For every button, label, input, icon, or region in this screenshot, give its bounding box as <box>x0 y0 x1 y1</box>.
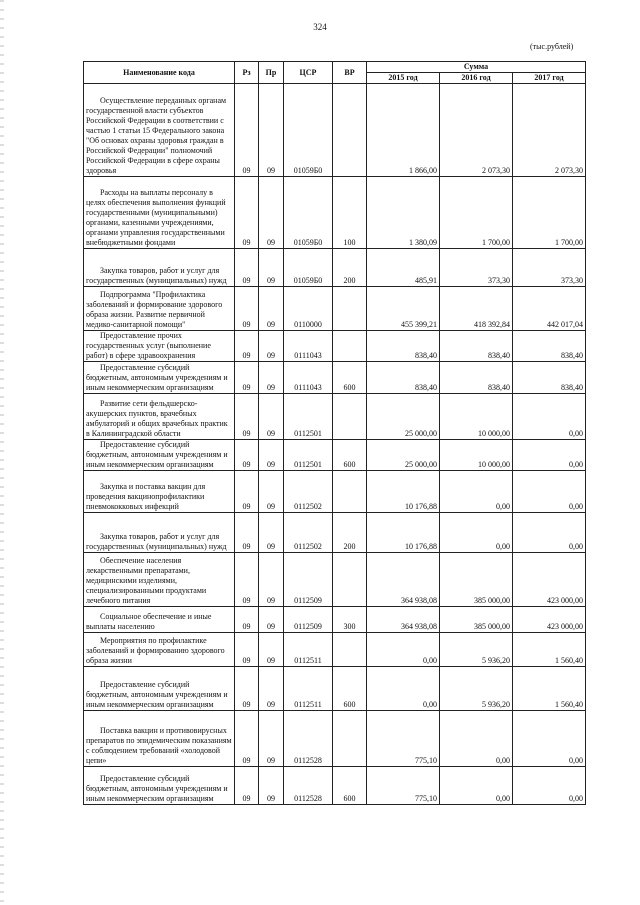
row-name: Закупка товаров, работ и услуг для государственных (муниципальных) нужд <box>84 513 235 553</box>
row-2017: 423 000,00 <box>513 553 586 607</box>
table-row <box>84 553 586 607</box>
row-2017: 1 700,00 <box>513 177 586 249</box>
row-rz: 09 <box>235 607 259 633</box>
row-2015: 364 938,08 <box>367 553 440 607</box>
row-2017: 0,00 <box>513 767 586 805</box>
row-pr: 09 <box>259 362 284 394</box>
header-name: Наименование кода <box>84 62 235 84</box>
row-rz: 09 <box>235 331 259 362</box>
row-2016: 0,00 <box>440 767 513 805</box>
row-rz: 09 <box>235 84 259 177</box>
row-name: Поставка вакцин и противовирусных препаратов по эпидемическим показаниям с соблюдением требований «холодовой цепи» <box>84 711 235 767</box>
row-2015: 1 380,09 <box>367 177 440 249</box>
table-header <box>84 62 586 84</box>
row-csr: 0112502 <box>284 471 333 513</box>
row-2015: 0,00 <box>367 667 440 711</box>
row-name: Подпрограмма "Профилактика заболеваний и формирование здорового образа жизни. Развитие первичной медико-санитарной помощи" <box>84 287 235 331</box>
row-2015: 838,40 <box>367 331 440 362</box>
row-vr <box>333 711 367 767</box>
row-vr: 300 <box>333 607 367 633</box>
row-2015: 25 000,00 <box>367 394 440 440</box>
row-2017: 0,00 <box>513 394 586 440</box>
row-2015: 775,10 <box>367 711 440 767</box>
row-pr: 09 <box>259 667 284 711</box>
row-2015: 25 000,00 <box>367 440 440 471</box>
row-vr: 100 <box>333 177 367 249</box>
row-vr: 200 <box>333 513 367 553</box>
row-name: Предоставление субсидий бюджетным, автономным учреждениям и иным некоммерческим организациям <box>84 362 235 394</box>
table-row <box>84 711 586 767</box>
row-name: Предоставление субсидий бюджетным, автономным учреждениям и иным некоммерческим организациям <box>84 440 235 471</box>
row-csr: 0110000 <box>284 287 333 331</box>
row-pr: 09 <box>259 287 284 331</box>
row-2016: 373,30 <box>440 249 513 287</box>
table-body <box>84 84 586 805</box>
row-vr <box>333 553 367 607</box>
row-rz: 09 <box>235 471 259 513</box>
row-name: Закупка товаров, работ и услуг для государственных (муниципальных) нужд <box>84 249 235 287</box>
page-number: 324 <box>313 22 327 32</box>
table-row <box>84 362 586 394</box>
row-rz: 09 <box>235 711 259 767</box>
row-pr: 09 <box>259 84 284 177</box>
row-rz: 09 <box>235 177 259 249</box>
row-csr: 01059Б0 <box>284 177 333 249</box>
table-row <box>84 667 586 711</box>
row-rz: 09 <box>235 767 259 805</box>
row-2017: 0,00 <box>513 440 586 471</box>
row-2017: 0,00 <box>513 513 586 553</box>
table-row <box>84 331 586 362</box>
row-pr: 09 <box>259 471 284 513</box>
row-2016: 0,00 <box>440 513 513 553</box>
row-2015: 0,00 <box>367 633 440 667</box>
row-vr: 600 <box>333 767 367 805</box>
table-row <box>84 633 586 667</box>
row-2016: 0,00 <box>440 711 513 767</box>
scan-edge-artifact <box>0 0 4 905</box>
header-2015: 2015 год <box>367 73 440 84</box>
row-pr: 09 <box>259 440 284 471</box>
row-vr: 600 <box>333 667 367 711</box>
row-rz: 09 <box>235 667 259 711</box>
row-pr: 09 <box>259 767 284 805</box>
row-csr: 0111043 <box>284 331 333 362</box>
row-name: Предоставление субсидий бюджетным, автономным учреждениям и иным некоммерческим организациям <box>84 767 235 805</box>
row-csr: 0112502 <box>284 513 333 553</box>
row-2017: 838,40 <box>513 362 586 394</box>
header-rz: Рз <box>235 62 259 84</box>
row-csr: 0111043 <box>284 362 333 394</box>
row-2017: 838,40 <box>513 331 586 362</box>
row-rz: 09 <box>235 287 259 331</box>
row-name: Закупка и поставка вакцин для проведения вакцинопрофилактики пневмококковых инфекций <box>84 471 235 513</box>
row-2016: 385 000,00 <box>440 607 513 633</box>
row-pr: 09 <box>259 394 284 440</box>
row-name: Обеспечение населения лекарственными препаратами, медицинскими изделиями, специализированными продуктами лечебного питания <box>84 553 235 607</box>
row-2016: 10 000,00 <box>440 394 513 440</box>
row-2016: 5 936,20 <box>440 667 513 711</box>
row-2016: 2 073,30 <box>440 84 513 177</box>
row-2016: 418 392,84 <box>440 287 513 331</box>
row-vr <box>333 287 367 331</box>
row-rz: 09 <box>235 440 259 471</box>
row-vr <box>333 331 367 362</box>
table-row <box>84 471 586 513</box>
row-pr: 09 <box>259 553 284 607</box>
row-rz: 09 <box>235 513 259 553</box>
row-rz: 09 <box>235 633 259 667</box>
row-2015: 364 938,08 <box>367 607 440 633</box>
row-vr <box>333 471 367 513</box>
row-2017: 373,30 <box>513 249 586 287</box>
budget-table <box>83 61 586 805</box>
row-csr: 0112509 <box>284 607 333 633</box>
row-vr: 600 <box>333 440 367 471</box>
header-sum: Сумма <box>367 62 586 73</box>
row-2016: 5 936,20 <box>440 633 513 667</box>
row-2016: 1 700,00 <box>440 177 513 249</box>
header-vr: ВР <box>333 62 367 84</box>
row-rz: 09 <box>235 394 259 440</box>
row-2017: 1 560,40 <box>513 667 586 711</box>
row-vr <box>333 84 367 177</box>
row-2015: 1 866,00 <box>367 84 440 177</box>
row-name: Предоставление субсидий бюджетным, автономным учреждениям и иным некоммерческим организациям <box>84 667 235 711</box>
row-2017: 0,00 <box>513 471 586 513</box>
table-row <box>84 440 586 471</box>
row-vr <box>333 633 367 667</box>
row-2017: 1 560,40 <box>513 633 586 667</box>
row-2015: 10 176,88 <box>367 513 440 553</box>
table-row <box>84 177 586 249</box>
row-pr: 09 <box>259 513 284 553</box>
row-2017: 0,00 <box>513 711 586 767</box>
row-csr: 01059Б0 <box>284 84 333 177</box>
table-row <box>84 607 586 633</box>
row-2016: 838,40 <box>440 362 513 394</box>
header-csr: ЦСР <box>284 62 333 84</box>
header-2017: 2017 год <box>513 73 586 84</box>
header-2016: 2016 год <box>440 73 513 84</box>
row-pr: 09 <box>259 249 284 287</box>
row-rz: 09 <box>235 362 259 394</box>
row-2015: 485,91 <box>367 249 440 287</box>
row-2016: 385 000,00 <box>440 553 513 607</box>
row-2016: 10 000,00 <box>440 440 513 471</box>
table-row <box>84 249 586 287</box>
row-2015: 10 176,88 <box>367 471 440 513</box>
row-2017: 442 017,04 <box>513 287 586 331</box>
row-2015: 838,40 <box>367 362 440 394</box>
table-row <box>84 767 586 805</box>
row-pr: 09 <box>259 711 284 767</box>
row-name: Мероприятия по профилактике заболеваний и формированию здорового образа жизни <box>84 633 235 667</box>
row-name: Предоставление прочих государственных услуг (выполнение работ) в сфере здравоохранения <box>84 331 235 362</box>
row-2017: 423 000,00 <box>513 607 586 633</box>
row-csr: 0112528 <box>284 767 333 805</box>
row-name: Осуществление переданных органам государственной власти субъектов Российской Федерации в соответствии с частью 1 статьи 15 Федерального закона "Об основах охраны здоровья граждан в Российской Федерации" полномочий Российской Федерации в сфере охраны здоровья <box>84 84 235 177</box>
table-row <box>84 84 586 177</box>
row-name: Развитие сети фельдшерско-акушерских пунктов, врачебных амбулаторий и общих врачебных практик в Калининградской области <box>84 394 235 440</box>
row-2015: 775,10 <box>367 767 440 805</box>
row-vr: 600 <box>333 362 367 394</box>
row-2016: 838,40 <box>440 331 513 362</box>
row-rz: 09 <box>235 553 259 607</box>
row-2015: 455 399,21 <box>367 287 440 331</box>
row-pr: 09 <box>259 633 284 667</box>
row-2016: 0,00 <box>440 471 513 513</box>
row-csr: 01059Б0 <box>284 249 333 287</box>
row-vr: 200 <box>333 249 367 287</box>
row-csr: 0112511 <box>284 633 333 667</box>
row-rz: 09 <box>235 249 259 287</box>
row-csr: 0112528 <box>284 711 333 767</box>
header-pr: Пр <box>259 62 284 84</box>
row-pr: 09 <box>259 607 284 633</box>
table-row <box>84 394 586 440</box>
row-csr: 0112511 <box>284 667 333 711</box>
row-csr: 0112501 <box>284 394 333 440</box>
row-csr: 0112509 <box>284 553 333 607</box>
row-name: Социальное обеспечение и иные выплаты населению <box>84 607 235 633</box>
table-row <box>84 287 586 331</box>
table-row <box>84 513 586 553</box>
row-csr: 0112501 <box>284 440 333 471</box>
row-pr: 09 <box>259 331 284 362</box>
units-label: (тыс.рублей) <box>530 42 574 51</box>
row-name: Расходы на выплаты персоналу в целях обеспечения выполнения функций государственными (муниципальными) органами, казенными учреждениями, органами управления государственными внебюджетными фондами <box>84 177 235 249</box>
row-2017: 2 073,30 <box>513 84 586 177</box>
row-pr: 09 <box>259 177 284 249</box>
row-vr <box>333 394 367 440</box>
